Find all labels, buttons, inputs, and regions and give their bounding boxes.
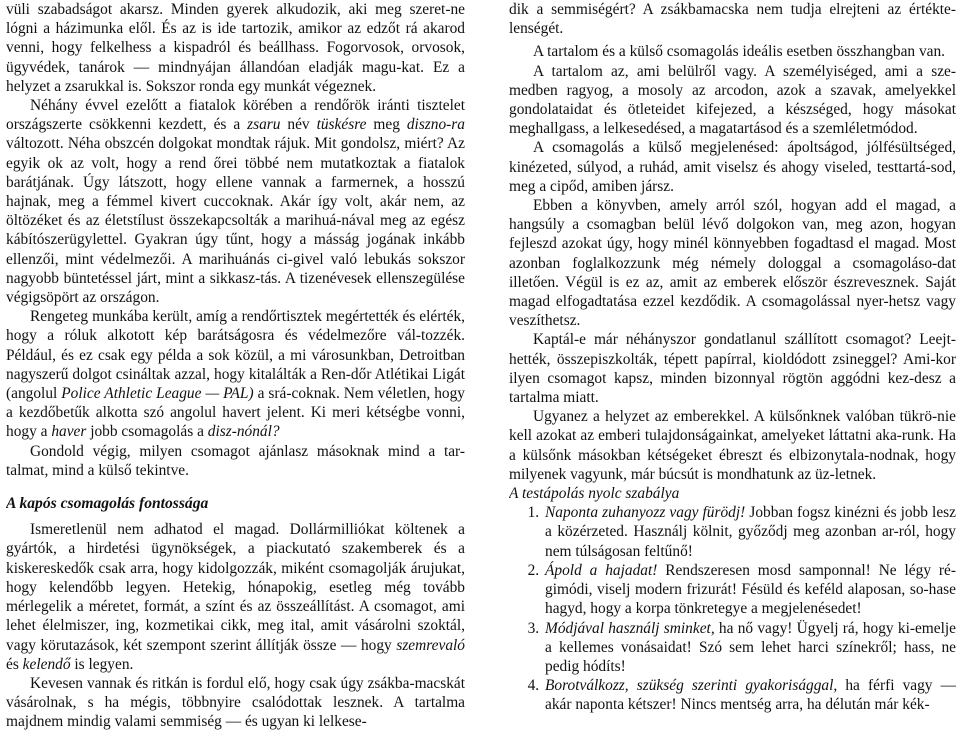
text-run: Rengeteg munkába került, amíg a rendőrtisztek megértették és elérték, hogy a róluk alkotott kép barátságosra és védelmezőre vál-tozzék. Például, és ez csak egy példa a sok közül, a mi városunkban, Detroitban nagyszerű dolgot csináltak azzal, hogy kitalálták a Ren-dőr Atlétikai Ligát (angolul [6,308,465,403]
section-heading: A kapós csomagolás fontossága [6,495,209,513]
text-run: jobb csomagolás a [86,423,208,441]
italic-run: kelendő [22,655,71,673]
italic-run: disz-nónál? [207,423,280,441]
rules-title: A testápolás nyolc szabálya [509,485,680,503]
paragraph-bargaining [6,0,465,96]
paragraph-book [509,196,956,330]
left-column [6,0,465,738]
italic-run: haver [51,423,87,441]
text-run: Kevesen vannak és ritkán is fordul elő, hogy csak úgy zsákba-macskát vásárolnak, s ha mégis, többnyire csalódottak lesznek. A tartalma majdnem mindig valami semmiség — és ugyan ki lelkese- [6,674,465,731]
italic-run: tüskésre [316,116,367,134]
text-run: Jobban fogsz kinézni és jobb lesz a közérzeted. Használj kölnit, győződj meg azonban ar-ról, hogy nem túlságosan feltűnő! [545,504,956,560]
text-run: Kaptál-e már néhányszor gondatlanul szállított csomagot? Leejt-hették, összepiszkolták, tépett papírral, kioldódott zsineggel? Ami-kor ilyen csomagot kapsz, minden bizonnyal rögtön aggódni kez-desz a tartalma miatt. [509,331,956,407]
paragraph-content [509,62,956,139]
italic-run: diszno-ra [406,116,465,134]
italic-run: Ápold a hajadat! [545,561,658,579]
text-run: A csomagolás a külső megjelenésed: ápoltságod, jólfésültséged, kinézeted, súlyod, a ruhád, amit viselsz és ahogy viseled, testtartá-sod, meg a cipőd, amiben jársz. [509,139,956,195]
italic-run: Naponta zuhanyozz vagy fürödj! [545,504,746,522]
right-column [509,0,956,738]
paragraph-package [509,330,956,407]
paragraph-unknown [6,520,465,674]
italic-run: szemrevaló [396,636,465,654]
text-run: A tartalom az, ami belülről vagy. A személyiséged, ami a sze-medben ragyog, a mosoly az arcodon, azok a szavak, amelyekkel gondolataidat és ötleteidet kifejezed, a készséged, hogy másokat meghallgass, a lelkesedésed, a magatartásod és a szemléletmódod. [509,62,956,138]
italic-run: zsaru [247,116,281,134]
text-run: vüli szabadságot akarsz. Minden gyerek alkudozik, aki meg szeret-ne lógni a házimunka elől. És az is ide tartozik, amikor az edzőt rá akarod venni, hogy felkelhess a kispadról és beállhass. Fogorvosok, orvosok, ügyvédek, tanárok — mindnyájan állandóan eladják magu-kat. Ez a helyzet a zsarukkal is. Sokszor ronda egy munkát végeznek. [6,1,465,95]
heading-spacer [6,513,465,520]
paragraph-few [6,674,465,732]
paragraph-outer [509,138,956,196]
text-run: Néhány évvel ezelőtt a fiatalok körében a rendőrök iránti tisztelet országszerte csökkenni kezdett, és a [6,97,465,134]
section-spacer [6,480,465,494]
italic-run: Police Athletic League — PAL) [61,385,254,403]
text-run: A tartalom és a külső csomagolás ideális esetben összhangban van. [533,43,946,61]
text-run: ha férfi vagy — akár naponta kétszer! Nincs mentség arra, ha délután már kék- [545,677,956,714]
rules-list [509,503,956,714]
paragraph-ideal [509,42,956,61]
paragraph-police-respect [6,96,465,307]
text-run: Ugyanez a helyzet az emberekkel. A külsőnknek valóban tükrö-nie kell azokat az emberi tulajdonságainkat, amelyeket láttatni aka-runk. Ha a külsőnk másokban kétségeket ébreszt és elbizonytala-nodnak, hogy milyenek vagyunk, már búcsút is mondhatunk az üz-letnek. [509,408,956,483]
text-run: változott. Néha obszcén dolgokat mondtak rájuk. Mit gondolsz, miért? Az egyik ok az volt, hogy a rend őrei többé nem mutatkoztak a fiatalok barátjának. Úgy látszott, hogy ellene vannak a farmernek, a hosszú hajnak, meg a fémmel kivert cuccoknak. Akár így volt, akár nem, az öltözéket és az életstílust összekapcsolták a marihuá-nával meg az egész kábítószerügylettel. Gyakran úgy tűnt, hogy a másság jogának inkább ellenzői, mint védelmezői. A marihuánás ci-givel való lebukás sokszor nagyobb büntetéssel járt, mint a sikkasz-tás. A tizenévesek ellenszegülése végigsöpört az országon. [6,135,465,307]
italic-run: Módjával használj sminket, [545,619,715,637]
paragraph-think [6,442,465,480]
text-run: Ebben a könyvben, amely arról szól, hogyan add el magad, a hangsúly a csomagban belül lévő dolgokon van, meg azon, hogyan fejleszd azokat úgy, hogy minél könnyebben fogadtasd el magad. Most azonban foglalkozzunk még némely dologgal a csomagoláso-dat illetően. Végül is ez az, amit az emberek először észrevesznek. Saját magad elfogadtatása ezzel kezdődik. A csomagolással nyer-hetsz vagy veszíthetsz. [509,197,956,330]
italic-run: Borotválkozz, szükség szerinti gyakorisággal, [545,677,838,695]
text-run: is legyen. [70,655,134,673]
text-run: név [280,116,317,134]
text-run: a srá-coknak. Nem véletlen, hogy a kezdőbetűk alkotta szó angolul havert jelent. Ki meri kétségbe vonni, hogy a [6,385,465,441]
text-run: és [6,655,23,673]
rule-item [543,619,956,677]
rule-item [543,676,956,714]
rule-item [543,503,956,561]
text-run: dik a semmiségért? A zsákbamacska nem tudja elrejteni az értékte-lenségét. [509,1,956,38]
text-run: Gondold végig, milyen csomagot ajánlasz másoknak mind a tar-talmat, mind a külső tekintve. [6,442,465,479]
paragraph-continued [509,0,956,38]
paragraph-pal [6,307,465,441]
rule-item [543,561,956,619]
text-run: ha nő vagy! Ügyelj rá, hogy ki-emelje a kellemes vonásaidat! Szó sem lehet harci színekről; hass, ne pedig hódíts! [545,619,956,675]
paragraph-people [509,407,956,484]
text-run: Rendszeresen mosd samponnal! Ne légy ré-gimódi, viselj modern frizurát! Fésüld és keféld alaposan, so-hase hagyd, hogy a korpa tönkretegye a megjelenésedet! [545,561,956,618]
text-run: meg [366,116,407,134]
text-run: Ismeretlenül nem adhatod el magad. Dollármilliókat költenek a gyártók, a hirdetési ügynökségek, a piackutató szakemberek és a kiskereskedők csak arra, hogy kidolgozzák, miként csomagolják árujukat, hogy kelendőbb legyen. Hetekig, hónapokig, esetleg még tovább mérlegelik a méretet, formát, a színt és az összeállítást. A csomagot, ami lehet élelmiszer, ing, kozmetikai cikk, meg ital, amit vásárolni szoktál, vagy körutazások, két szempont szerint állítják össze — hogy [6,521,465,654]
